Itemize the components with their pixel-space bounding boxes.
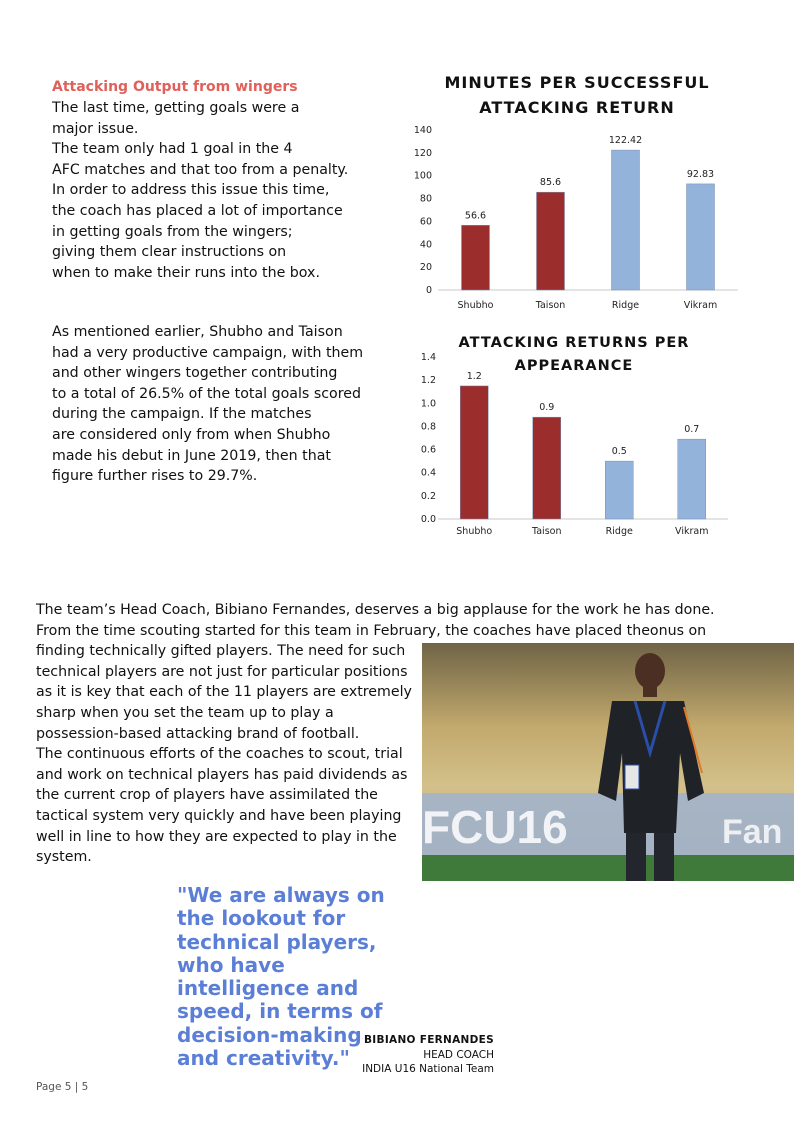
paragraph-wingers-intro [52, 98, 348, 283]
bar [678, 439, 706, 519]
chart-title-line: MINUTES PER SUCCESSFUL [444, 73, 710, 92]
attribution-name: BIBIANO FERNANDES [364, 1034, 494, 1046]
text-line: technical players are not just for particular positions [36, 663, 408, 680]
y-tick-label: 100 [413, 170, 432, 182]
category-label: Vikram [675, 526, 709, 537]
text-line: AFC matches and that too from a penalty. [52, 161, 349, 178]
banner-text-right: Fan [722, 813, 783, 851]
text-line: tactical system very quickly and have been playing [36, 807, 402, 824]
minutes-per-return-chart-svg [400, 65, 745, 315]
y-tick-label: 0.4 [420, 467, 436, 479]
chart-title-line: APPEARANCE [514, 358, 634, 374]
text-line: had a very productive campaign, with them [52, 344, 364, 361]
section-heading: Attacking Output from wingers [52, 79, 298, 95]
y-tick-label: 0.0 [420, 514, 436, 525]
text-line: the current crop of players have assimilated the [36, 787, 378, 804]
quote-line: decision-making [177, 1022, 362, 1047]
y-tick-label: 1.0 [420, 398, 436, 410]
category-label: Ridge [605, 526, 633, 537]
bar [460, 386, 488, 519]
banner-text: FCU16 [422, 801, 568, 853]
text-line: made his debut in June 2019, then that [52, 447, 331, 464]
minutes-per-return-chart [400, 65, 745, 315]
y-tick-label: 0.8 [420, 421, 436, 433]
text-line: The continuous efforts of the coaches to scout, trial [36, 746, 403, 763]
text-line: and work on technical players has paid dividends as [36, 766, 408, 783]
text-line: The team only had 1 goal in the 4 [52, 141, 293, 158]
quote-line: the lookout for [177, 906, 346, 931]
y-tick-label: 40 [419, 239, 432, 251]
y-tick-label: 20 [419, 262, 432, 274]
coach-photo [422, 643, 794, 881]
coach-photo-illustration [422, 643, 794, 881]
category-label: Vikram [683, 300, 718, 311]
category-label: Shubho [456, 526, 493, 537]
text-line: in getting goals from the wingers; [52, 223, 293, 240]
bar [537, 192, 565, 290]
quote-line: technical players, [177, 929, 377, 954]
page-number: Page 5 | 5 [36, 1081, 89, 1093]
text-line: figure further rises to 29.7%. [52, 468, 258, 485]
quote-line: and creativity." [177, 1046, 350, 1071]
y-tick-label: 80 [419, 193, 432, 205]
bar [687, 184, 715, 290]
quote-line: "We are always on [177, 883, 385, 907]
y-tick-label: 0 [425, 285, 432, 296]
text-line: As mentioned earlier, Shubho and Taison [52, 324, 343, 340]
category-label: Taison [535, 300, 566, 311]
y-tick-label: 0.2 [420, 490, 436, 502]
attribution-role: HEAD COACH [423, 1048, 494, 1061]
text-line: From the time scouting started for this team in February, the coaches have placed theonus on [36, 622, 707, 639]
y-tick-label: 140 [413, 125, 432, 136]
text-line: during the campaign. If the matches [52, 406, 312, 423]
chart-title-line: ATTACKING RETURN [479, 98, 675, 117]
text-line: The last time, getting goals were a [52, 100, 300, 116]
text-line: and other wingers together contributing [52, 365, 338, 382]
data-label: 0.9 [539, 402, 555, 414]
quote-line: intelligence and [177, 976, 359, 1001]
text-line: when to make their runs into the box. [52, 264, 320, 281]
returns-per-appearance-chart [400, 328, 745, 543]
quote-attribution [362, 1033, 494, 1077]
paragraph-wingers-contribution [52, 322, 363, 487]
text-line: are considered only from when Shubho [52, 426, 331, 443]
text-line: In order to address this issue this time, [52, 182, 330, 199]
chart-title-line: ATTACKING RETURNS PER [458, 335, 690, 351]
text-line: as it is key that each of the 11 players are extremely [36, 684, 412, 701]
bar [612, 150, 640, 290]
y-tick-label: 60 [419, 216, 432, 228]
bar [462, 225, 490, 290]
text-line: well in line to how they are expected to play in the [36, 828, 397, 845]
quote-line: speed, in terms of [177, 999, 383, 1024]
attribution-team: INDIA U16 National Team [362, 1063, 494, 1075]
coach-quote [177, 884, 385, 1070]
text-line: major issue. [52, 120, 139, 137]
category-label: Ridge [611, 300, 640, 311]
text-line: system. [36, 849, 92, 866]
quote-line: who have [177, 952, 285, 977]
category-label: Shubho [457, 300, 494, 311]
data-label: 122.42 [608, 135, 643, 147]
text-line: possession-based attacking brand of football. [36, 725, 360, 742]
data-label: 0.7 [684, 424, 700, 436]
text-line: giving them clear instructions on [52, 244, 287, 261]
y-tick-label: 0.6 [420, 444, 436, 456]
text-line: to a total of 26.5% of the total goals scored [52, 385, 361, 402]
text-line: The team’s Head Coach, Bibiano Fernandes, deserves a big applause for the work he has done. [36, 602, 715, 618]
text-line: sharp when you set the team up to play a [36, 704, 334, 721]
y-tick-label: 1.2 [420, 375, 436, 387]
data-label: 56.6 [464, 210, 487, 222]
returns-per-appearance-chart-svg [400, 328, 745, 543]
data-label: 1.2 [466, 370, 482, 382]
bar [605, 461, 633, 519]
data-label: 85.6 [539, 177, 562, 189]
data-label: 0.5 [611, 446, 627, 458]
y-tick-label: 1.4 [420, 352, 436, 363]
category-label: Taison [532, 526, 562, 537]
text-line: the coach has placed a lot of importance [52, 202, 343, 219]
data-label: 92.83 [686, 168, 715, 180]
bar [533, 417, 561, 519]
y-tick-label: 120 [413, 147, 432, 159]
text-line: finding technically gifted players. The need for such [36, 643, 406, 660]
